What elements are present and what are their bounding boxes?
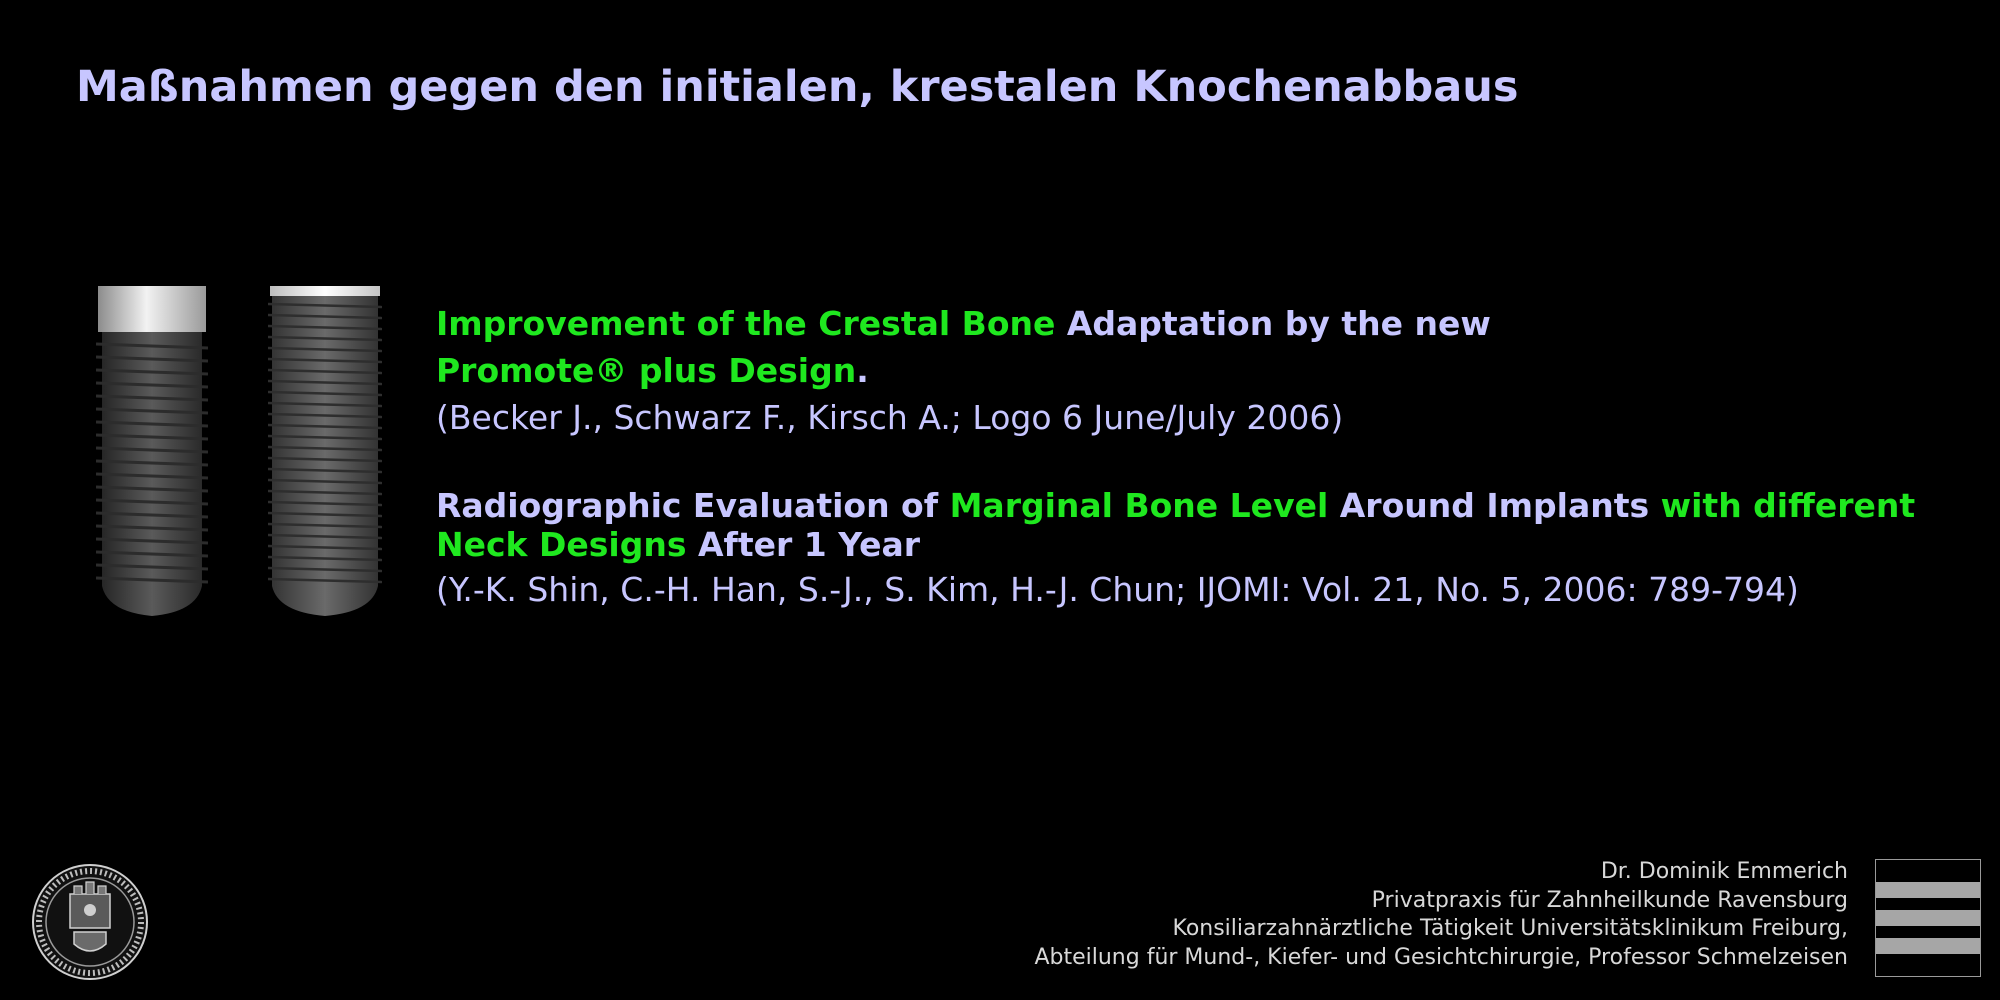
highlight-text: Improvement of the Crestal Bone: [436, 304, 1056, 343]
implant-right-image: [268, 286, 382, 618]
reference-1-title-line-2: [436, 347, 1936, 394]
plain-text: .: [856, 351, 869, 390]
reference-1: [436, 300, 1936, 441]
footer-line: Konsiliarzahnärztliche Tätigkeit Universitätsklinikum Freiburg,: [1172, 916, 1848, 941]
reference-1-citation: (Becker J., Schwarz F., Kirsch A.; Logo 6 June/July 2006): [436, 398, 1344, 437]
striped-logo-icon: [1875, 859, 1981, 977]
highlight-text: Promote® plus Design: [436, 351, 857, 390]
plain-text: Radiographic Evaluation of: [436, 486, 950, 525]
reference-2-title: [436, 486, 1936, 564]
implant-left-image: [96, 286, 208, 618]
slide-title: Maßnahmen gegen den initialen, krestalen Knochenabbaus: [76, 62, 1519, 112]
footer-line: Abteilung für Mund-, Kiefer- und Gesichtchirurgie, Professor Schmelzeisen: [1034, 944, 1848, 970]
plain-text: After 1 Year: [686, 525, 921, 564]
highlight-text: with different Neck Designs: [436, 486, 1916, 564]
highlight-text: Marginal Bone Level: [949, 486, 1329, 525]
footer-line: Privatpraxis für Zahnheilkunde Ravensburg: [1371, 887, 1848, 913]
reference-2: [436, 486, 1936, 614]
reference-2-citation: (Y.-K. Shin, C.-H. Han, S.-J., S. Kim, H.-J. Chun; IJOMI: Vol. 21, No. 5, 2006: 789-794): [436, 570, 1799, 609]
plain-text: Adaptation by the new: [1055, 304, 1491, 343]
reference-1-title-line-1: [436, 300, 1936, 347]
footer-line: Dr. Dominik Emmerich: [1600, 859, 1848, 884]
footer-credits: [1034, 858, 1848, 972]
plain-text: Around Implants: [1328, 486, 1661, 525]
university-seal-icon: [30, 862, 150, 982]
